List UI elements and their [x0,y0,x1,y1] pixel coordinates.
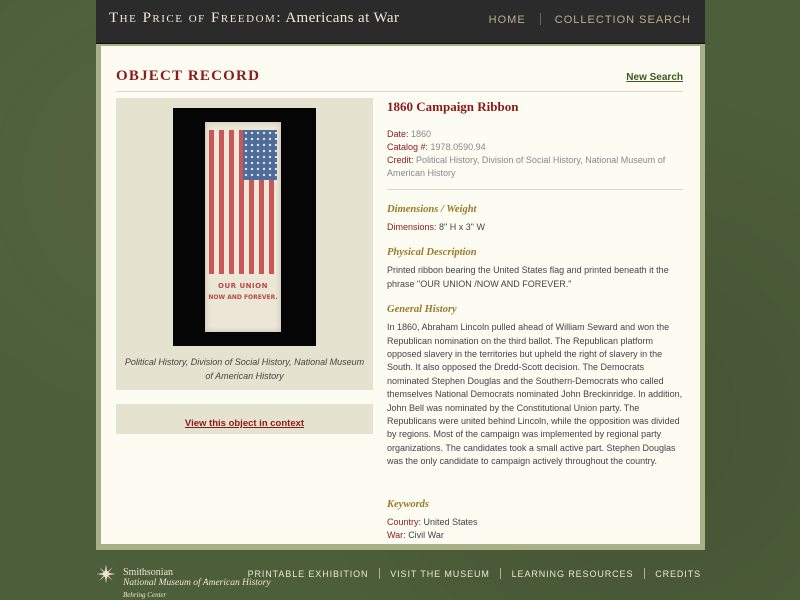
new-search-link[interactable]: New Search [626,72,683,83]
view-in-context-link[interactable]: View this object in context [184,418,305,429]
content-panel [101,46,700,544]
war-row [387,529,683,542]
smithsonian-sun-icon[interactable] [96,564,116,584]
nav-collection-search-link[interactable]: COLLECTION SEARCH [554,14,691,26]
catalog-row [387,141,683,154]
footer-visit-museum-link[interactable]: VISIT THE MUSEUM [390,569,490,579]
general-history-heading: General History [387,304,457,316]
physical-description-heading: Physical Description [387,247,477,259]
page-title: OBJECT RECORD [116,68,261,84]
keywords-list [387,516,683,543]
physical-description-text: Printed ribbon bearing the United States flag and printed beneath it the phrase "OUR UNION /NOW AND FOREVER." [387,265,669,289]
object-image-panel [116,98,373,390]
country-value: United States [423,516,478,527]
footer-credits-link[interactable]: CREDITS [655,569,701,579]
brand-line-2: National Museum of American History [123,578,271,588]
footer-divider [644,568,645,579]
country-row [387,516,683,529]
image-caption: Political History, Division of Social History, National Museum of American History [124,357,365,381]
ribbon-text-line1: OUR UNION [218,282,268,290]
top-nav [489,13,691,26]
site-title-sub: Americans at War [285,10,400,26]
brand-line-3: Behring Center [123,591,167,599]
dimensions-label: Dimensions: [387,222,437,232]
dimensions-value: 8" H x 3" W [439,222,485,232]
war-value: Civil War [408,530,444,541]
site-header [96,0,705,44]
content-frame [96,44,705,550]
object-details [387,99,683,543]
nav-divider [540,13,541,25]
date-value: 1860 [411,129,432,139]
general-history-text: In 1860, Abraham Lincoln pulled ahead of William Seward and won the Republican nomination on the third ballot. The Republican platform opposed slavery in the territories but upheld the right of slavery in the South. It also opposed the Dredd-Scott decision. The Democrats nominated Stephen Douglas and the Southern-Democrats who called themselves National Democrats nominated John Breckinridge. In addition, John Bell was nominated by the Constitutional Union party. The Republicans were united behind Lincoln, while the opposition was divided by regions. Most of the campaign was implemented by regional party organizations. The candidates took a small active part. Stephen Douglas was the only candidate to campaign actively throughout the country. [387,322,683,467]
ribbon-text-line2: NOW AND FOREVER. [208,294,278,301]
object-title: 1860 Campaign Ribbon [387,99,519,114]
country-label: Country: [387,516,422,527]
footer-divider [500,568,501,579]
war-label: War: [387,530,406,541]
catalog-label: Catalog #: [387,142,429,152]
details-divider [387,189,683,190]
flag-canton [243,130,277,180]
footer-divider [379,568,380,579]
footer-nav [248,568,701,579]
dimensions-heading: Dimensions / Weight [387,204,477,215]
nav-home-link[interactable]: HOME [488,14,526,26]
keywords-heading: Keywords [387,498,429,510]
catalog-value: 1978.0590.94 [430,142,486,152]
title-divider [116,91,683,92]
credit-row [387,154,683,180]
date-row [387,128,683,141]
context-box [116,404,373,434]
footer-learning-resources-link[interactable]: LEARNING RESOURCES [511,569,634,579]
object-meta [387,128,683,180]
brand-line-1: Smithsonian [123,567,174,578]
credit-label: Credit: [387,155,414,165]
dimensions-row [387,221,683,234]
site-title-main: The Price of Freedom: [109,10,282,26]
flag-graphic [209,130,277,274]
site-footer [96,558,705,598]
date-label: Date: [387,129,409,139]
site-title[interactable] [109,10,399,27]
ribbon-image [205,122,281,332]
credit-value: Political History, Division of Social History, National Museum of American History [387,155,666,178]
footer-printable-exhibition-link[interactable]: PRINTABLE EXHIBITION [247,569,369,579]
object-photo[interactable] [173,108,316,346]
